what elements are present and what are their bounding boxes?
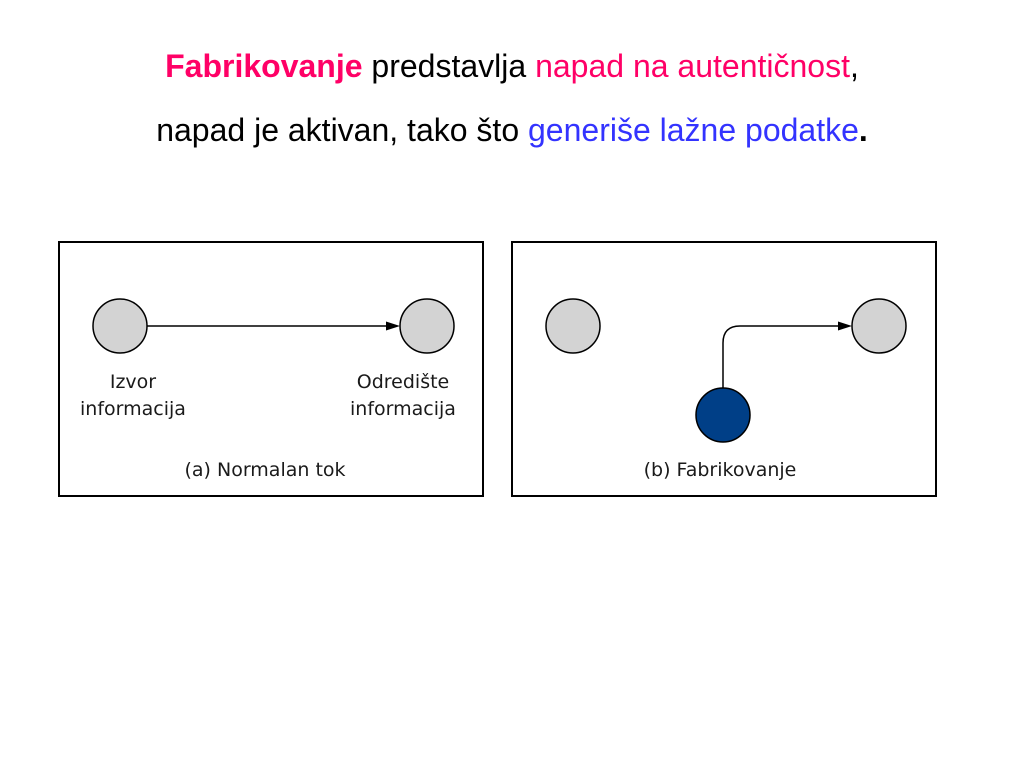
attacker-node — [696, 388, 750, 442]
diagram-normal-flow — [58, 241, 484, 497]
diagram-fabrication-svg — [513, 243, 935, 495]
source-label-line-2: informacija — [80, 398, 186, 420]
source-node — [93, 299, 147, 353]
diagram-normal-flow-svg — [60, 243, 482, 495]
destination-label-line-1: Odredište — [356, 371, 450, 393]
title-text: napad je aktivan, tako što — [156, 112, 520, 148]
term-fabrikovanje: Fabrikovanje — [165, 48, 363, 84]
title-period: . — [858, 112, 868, 148]
title-text: predstavlja — [371, 48, 527, 84]
caption-fabrication: (b) Fabrikovanje — [643, 459, 797, 481]
fabricated-flow-line — [723, 326, 840, 388]
caption-normal-flow: (a) Normalan tok — [184, 459, 346, 481]
destination-label-line-2: informacija — [350, 398, 456, 420]
source-label-line-1: Izvor — [109, 371, 157, 393]
destination-node — [400, 299, 454, 353]
destination-node — [852, 299, 906, 353]
title-highlight-authenticity: napad na autentičnost — [535, 48, 850, 84]
title-line-2 — [0, 110, 1024, 150]
title-line-1 — [0, 46, 1024, 86]
title-comma: , — [849, 48, 859, 84]
fabricated-flow-arrowhead — [838, 322, 852, 331]
title-highlight-fake-data: generiše lažne podatke — [528, 112, 859, 148]
flow-arrowhead — [386, 322, 400, 331]
diagram-fabrication — [511, 241, 937, 497]
source-node — [546, 299, 600, 353]
